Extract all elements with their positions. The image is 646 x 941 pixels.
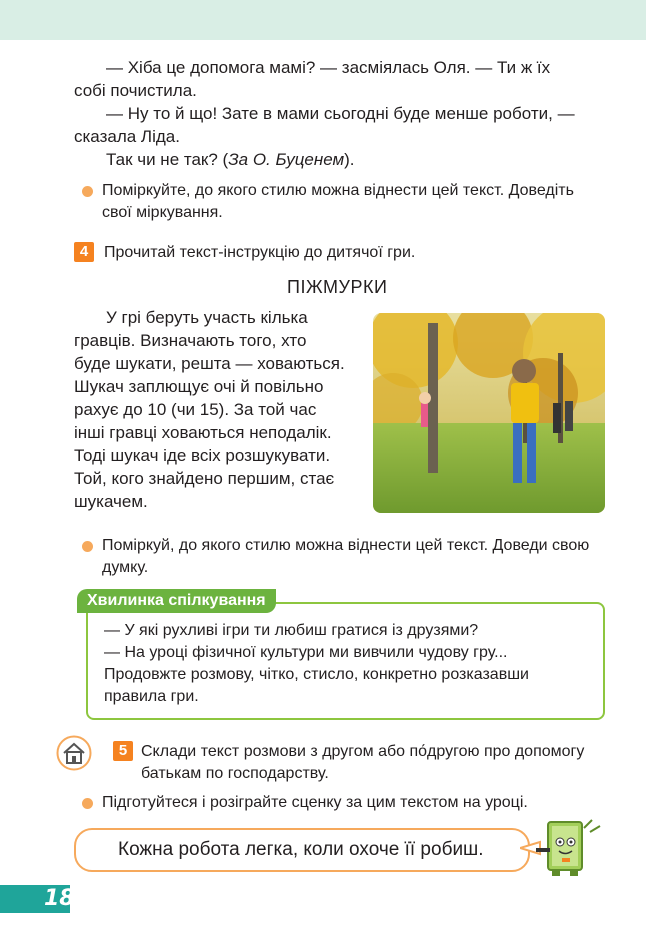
game-line: буде шукати, решта — ховаються. (74, 354, 345, 373)
exercise-text: Прочитай текст-інструкцію до дитячої гри. (104, 244, 416, 261)
dialogue-line: — Ну то й що! Зате в мами сьогодні буде менше роботи, — (106, 104, 575, 123)
photo-hide-and-seek (373, 313, 605, 513)
game-line: У грі беруть участь кілька (106, 308, 308, 327)
exercise-number: 4 (74, 242, 94, 262)
task-text: думку. (102, 559, 149, 576)
talk-line: — У які рухливі ігри ти любиш гратися із друзями? (104, 622, 479, 639)
proverb-text: Кожна робота легка, коли охоче її робиш. (118, 839, 484, 860)
game-line: гравців. Визначають того, хто (74, 331, 307, 350)
task-text: Підготуйтеся і розіграйте сценку за цим текстом на уроці. (102, 794, 528, 811)
bullet-icon (82, 541, 93, 552)
game-text (74, 306, 359, 513)
exercise-text: батькам по господарству. (141, 765, 329, 782)
author-name: За О. Буценем (228, 150, 345, 169)
dialogue-line (106, 148, 355, 171)
dialogue-text: Так чи не так? ( (106, 150, 229, 169)
dialogue-line: сказала Ліда. (74, 127, 180, 146)
bullet-icon (82, 798, 93, 809)
top-band (0, 0, 646, 40)
talk-heading: Хвилинка спілкування (77, 589, 276, 613)
exercise-text: Склади текст розмови з другом або по́другою про допомогу (141, 743, 585, 760)
task-text: Поміркуйте, до якого стилю можна віднести цей текст. Доведіть (102, 182, 574, 199)
task-text: свої міркування. (102, 204, 223, 221)
book-mascot-icon (520, 818, 610, 878)
game-line: рахує до 10 (чи 15). За той час (74, 400, 317, 419)
game-line: Шукач заплющує очі й повільно (74, 377, 324, 396)
game-line: шукачем. (74, 492, 148, 511)
dialogue-text: ). (344, 150, 355, 169)
bullet-icon (82, 186, 93, 197)
page-number: 18 (44, 886, 75, 911)
dialogue-line: — Хіба це допомога мамі? — засміялась Оля. — Ти ж їх (106, 58, 551, 77)
text-title: ПІЖМУРКИ (287, 277, 388, 297)
talk-line: — На уроці фізичної культури ми вивчили чудову гру... (104, 644, 508, 661)
game-line: Тоді шукач іде всіх розшукувати. (74, 446, 331, 465)
talk-line: правила гри. (104, 688, 199, 705)
game-line: інші гравці ховаються неподалік. (74, 423, 332, 442)
game-line: Той, кого знайдено першим, стає (74, 469, 335, 488)
task-text: Поміркуй, до якого стилю можна віднести цей текст. Доведи свою (102, 537, 590, 554)
exercise-number: 5 (113, 741, 133, 761)
home-icon (56, 735, 92, 771)
talk-line: Продовжте розмову, чітко, стисло, конкретно розказавши (104, 666, 529, 683)
dialogue-line: собі почистила. (74, 81, 197, 100)
